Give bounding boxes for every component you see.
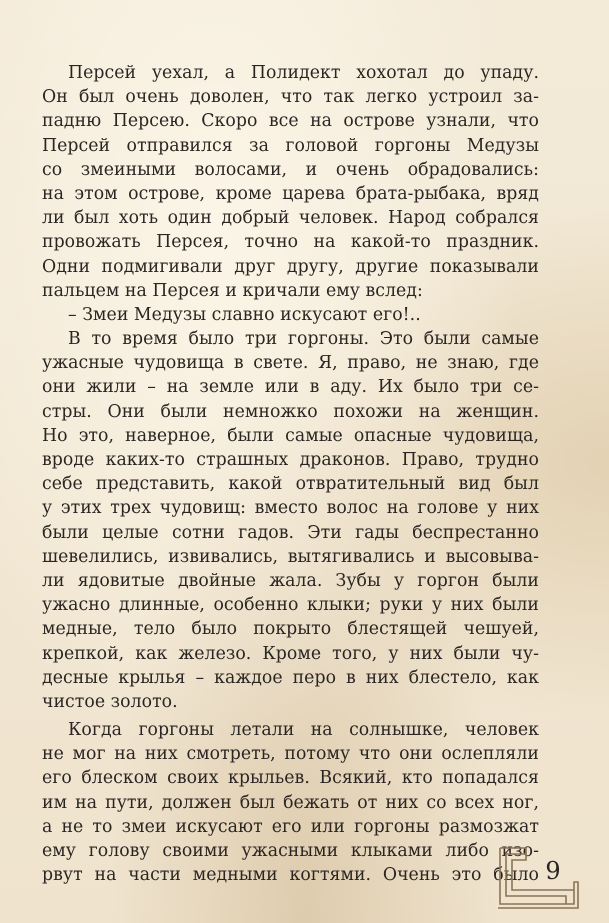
text-line: пальцем на Персея и кричали ему вслед: [42,280,423,301]
text-line: были целые сотни гадов. Эти гады беспрестанно [42,522,539,543]
text-line: чистое золото. [42,691,178,712]
text-line: шевелились, извивались, вытягивались и высовыва- [42,546,539,567]
text-line: медные, тело было покрыто блестящей чешуей, [42,619,539,640]
text-line: а не то змеи искусают его или горгоны размозжат [42,816,539,837]
text-line: ему голову своими ужасными клыками либо изо- [42,841,539,861]
text-line: они жили – на земле или в аду. Их было три се- [42,377,539,398]
paragraph-3 [42,327,539,714]
text-line: десные крылья – каждое перо в них блестело, как [42,667,539,688]
text-line: ужасные чудовища в свете. Я, право, не знаю, где [42,353,539,374]
page-number: 9 [545,857,561,885]
text-line: Но это, наверное, были самые опасные чудовища, [42,425,539,446]
body-text [42,61,539,887]
text-line: рвут на части медными когтями. Очень это было [42,865,539,886]
text-line: у этих трех чудовищ: вместо волос на голове у них [42,498,539,519]
paragraph-4 [42,718,539,887]
text-line: провожать Персея, точно на какой-то праздник. [42,232,539,253]
text-line: Персей отправился за головой горгоны Медузы [42,135,539,156]
text-line: ли ядовитые двойные жала. Зубы у горгон были [42,570,539,591]
paragraph-1 [42,61,539,303]
paragraph-2 [42,303,539,327]
text-line: Он был очень доволен, что так легко устроил за- [42,87,539,108]
text-line: В то время было три горгоны. Это были самые [68,329,539,350]
text-line: себе представить, какой отвратительный вид был [42,474,539,495]
text-line: ли был хоть один добрый человек. Народ собрался [42,208,539,229]
text-line: стры. Они были немножко похожи на женщин. [42,401,539,422]
text-line: – Змеи Медузы славно искусают его!.. [68,304,421,325]
text-line: на этом острове, кроме царева брата-рыбака, вряд [42,183,539,204]
text-line: крепкой, как железо. Кроме того, у них были чу- [42,643,539,664]
text-line: ужасно длинные, особенно клыки; руки у них были [42,595,539,616]
text-line: Одни подмигивали друг другу, другие показывали [42,256,539,277]
text-line: Персей уехал, а Полидект хохотал до упаду. [68,63,539,83]
text-line: падню Персею. Скоро все на острове узнали, что [42,111,539,132]
text-line: им на пути, должен был бежать от них со всех ног, [42,792,539,813]
text-line: вроде каких-то страшных драконов. Право, трудно [42,450,539,470]
text-line: Когда горгоны летали на солнышке, человек [68,720,539,741]
meander-frame-icon [496,844,582,910]
text-line: не мог на них смотреть, потому что они ослепляли [42,744,539,765]
page-number-ornament [496,844,582,910]
text-line: со змеиными волосами, и очень обрадовались: [42,159,539,180]
text-line: его блеском своих крыльев. Всякий, кто попадался [42,768,539,789]
